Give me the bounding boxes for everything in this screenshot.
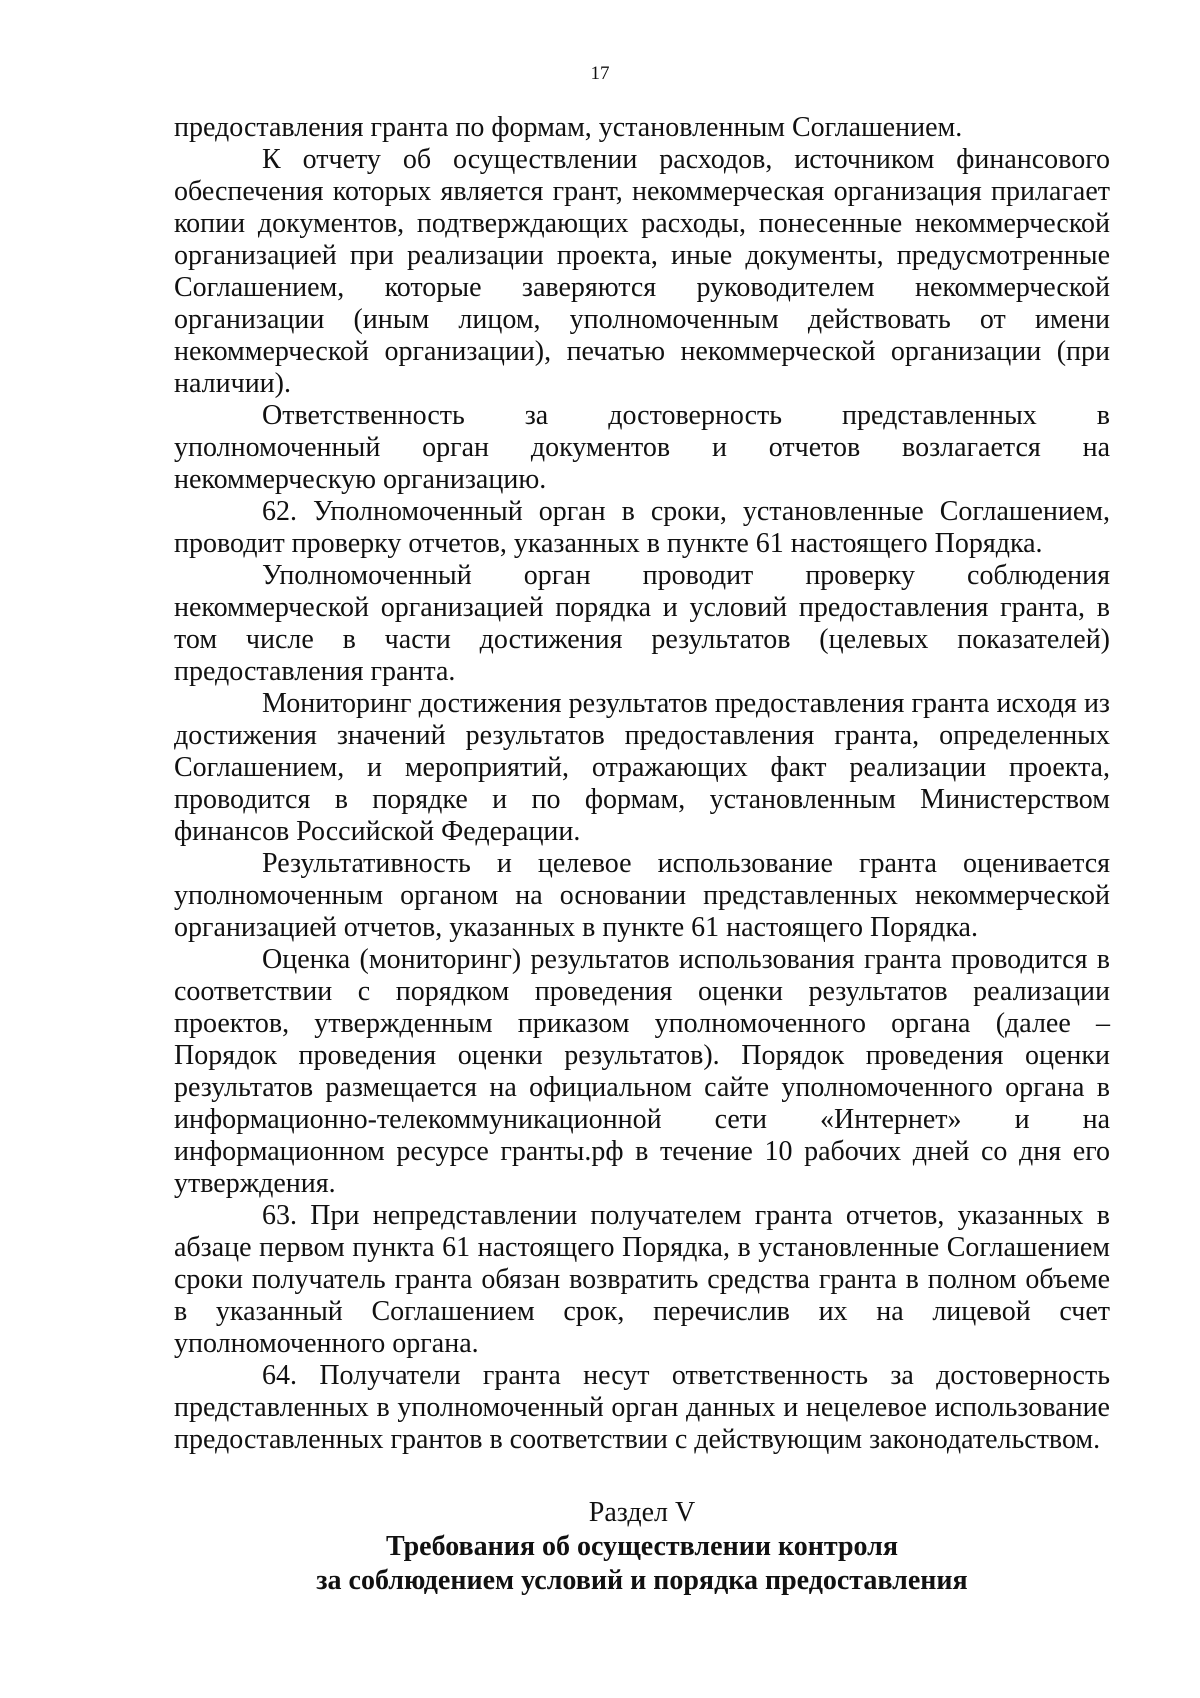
paragraph-item-63: 63. При непредставлении получателем гранта отчетов, указанных в абзаце первом пункта 61 настоящего Порядка, в установленные Соглашением сроки получатель гранта обязан возвратить средства гранта в полном объеме в указанный Соглашением срок, перечислив их на лицевой счет уполномоченного органа.	[174, 1200, 1110, 1359]
paragraph-evaluation: Оценка (мониторинг) результатов использования гранта проводится в соответствии с порядком проведения оценки результатов реализации проектов, утвержденным приказом уполномоченного органа (далее – Порядок проведения оценки результатов). Порядок проведения оценки результатов размещается на официальном сайте уполномоченного органа в информационно-телекоммуникационной сети «Интернет» и на информационном ресурсе гранты.рф в течение 10 рабочих дней со дня его утверждения.	[174, 944, 1110, 1199]
section-heading-line-1: Требования об осуществлении контроля	[385, 1531, 899, 1562]
paragraph-item-62: 62. Уполномоченный орган в сроки, установленные Соглашением, проводит проверку отчетов, указанных в пункте 61 настоящего Порядка.	[174, 496, 1110, 559]
paragraph-compliance-check: Уполномоченный орган проводит проверку соблюдения некоммерческой организацией порядка и условий предоставления гранта, в том числе в части достижения результатов (целевых показателей) предоставления гранта.	[174, 560, 1110, 687]
section-header	[174, 1496, 1110, 1598]
section-label: Раздел V	[588, 1497, 696, 1528]
document-body	[174, 112, 1110, 1598]
section-heading-line-2: за соблюдением условий и порядка предоставления	[316, 1565, 968, 1596]
paragraph-responsibility: Ответственность за достоверность представленных в уполномоченный орган документов и отчетов возлагается на некоммерческую организацию.	[174, 400, 1110, 495]
paragraph-effectiveness: Результативность и целевое использование гранта оценивается уполномоченным органом на основании представленных некоммерческой организацией отчетов, указанных в пункте 61 настоящего Порядка.	[174, 848, 1110, 943]
paragraph-report-attachments: К отчету об осуществлении расходов, источником финансового обеспечения которых является грант, некоммерческая организация прилагает копии документов, подтверждающих расходы, понесенные некоммерческой организацией при реализации проекта, иные документы, предусмотренные Соглашением, которые заверяются руководителем некоммерческой организации (иным лицом, уполномоченным действовать от имени некоммерческой организации), печатью некоммерческой организации (при наличии).	[174, 144, 1110, 399]
paragraph-monitoring: Мониторинг достижения результатов предоставления гранта исходя из достижения значений результатов предоставления гранта, определенных Соглашением, и мероприятий, отражающих факт реализации проекта, проводится в порядке и по формам, установленным Министерством финансов Российской Федерации.	[174, 688, 1110, 847]
page-number: 17	[590, 63, 610, 84]
paragraph-item-64: 64. Получатели гранта несут ответственность за достоверность представленных в уполномоченный орган данных и нецелевое использование предоставленных грантов в соответствии с действующим законодательством.	[174, 1360, 1110, 1455]
paragraph-continuation: предоставления гранта по формам, установленным Соглашением.	[174, 112, 963, 143]
